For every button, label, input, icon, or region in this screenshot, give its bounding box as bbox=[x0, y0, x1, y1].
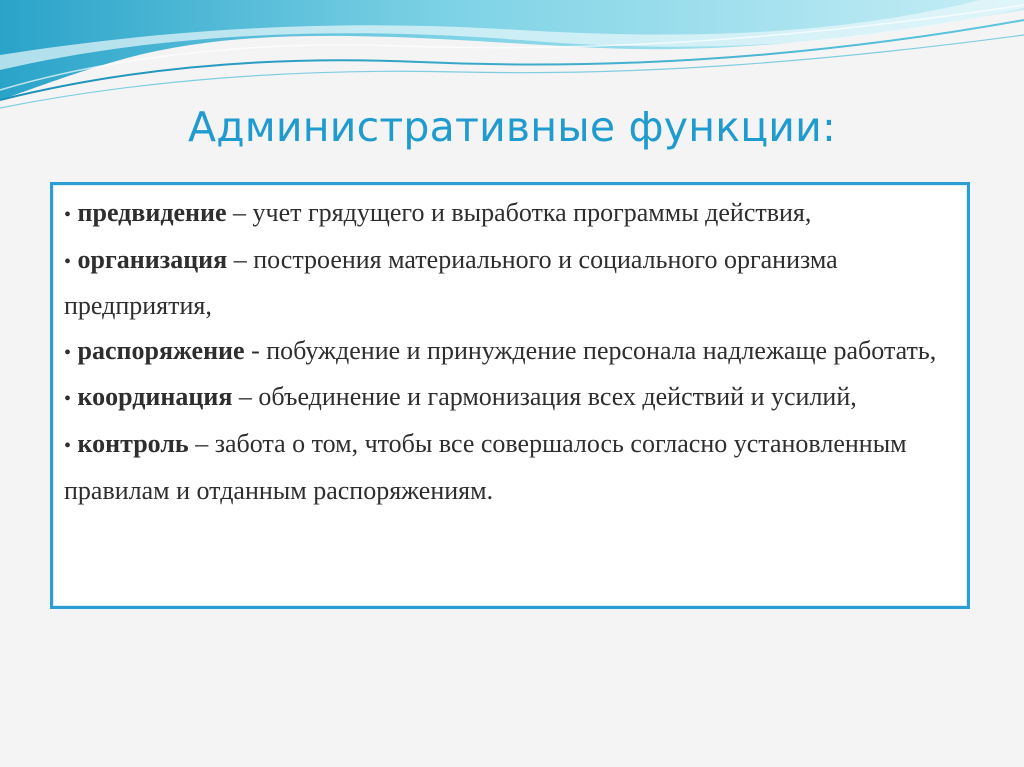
item-term: предвидение bbox=[77, 198, 227, 227]
item-term: координация bbox=[77, 382, 233, 412]
bullet: • bbox=[64, 204, 72, 226]
content-box bbox=[50, 182, 970, 609]
list-item bbox=[64, 191, 955, 238]
item-term: контроль bbox=[77, 428, 189, 458]
slide-title: Административные функции: bbox=[187, 103, 837, 151]
item-text: – учет грядущего и выработка программы действия, bbox=[226, 198, 812, 227]
bullet: • bbox=[64, 250, 72, 273]
list-item bbox=[64, 375, 955, 422]
list-item bbox=[64, 422, 955, 513]
item-text: – объединение и гармонизация всех действий и усилий, bbox=[232, 382, 857, 412]
bullet: • bbox=[64, 341, 72, 364]
header-wave-decoration bbox=[0, 0, 1024, 120]
list-item bbox=[64, 238, 955, 329]
bullet: • bbox=[64, 434, 72, 457]
item-text: – построения материального и социального организма предприятия, bbox=[64, 244, 838, 321]
item-text: - побуждение и принуждение персонала надлежаще работать, bbox=[244, 335, 937, 365]
item-text: – забота о том, чтобы все совершалось согласно установленным правилам и отданным распоряжениям. bbox=[64, 428, 907, 505]
bullet: • bbox=[64, 388, 72, 411]
item-term: распоряжение bbox=[77, 335, 245, 365]
list-item bbox=[64, 329, 955, 376]
function-list bbox=[64, 191, 955, 513]
item-term: организация bbox=[77, 244, 228, 274]
